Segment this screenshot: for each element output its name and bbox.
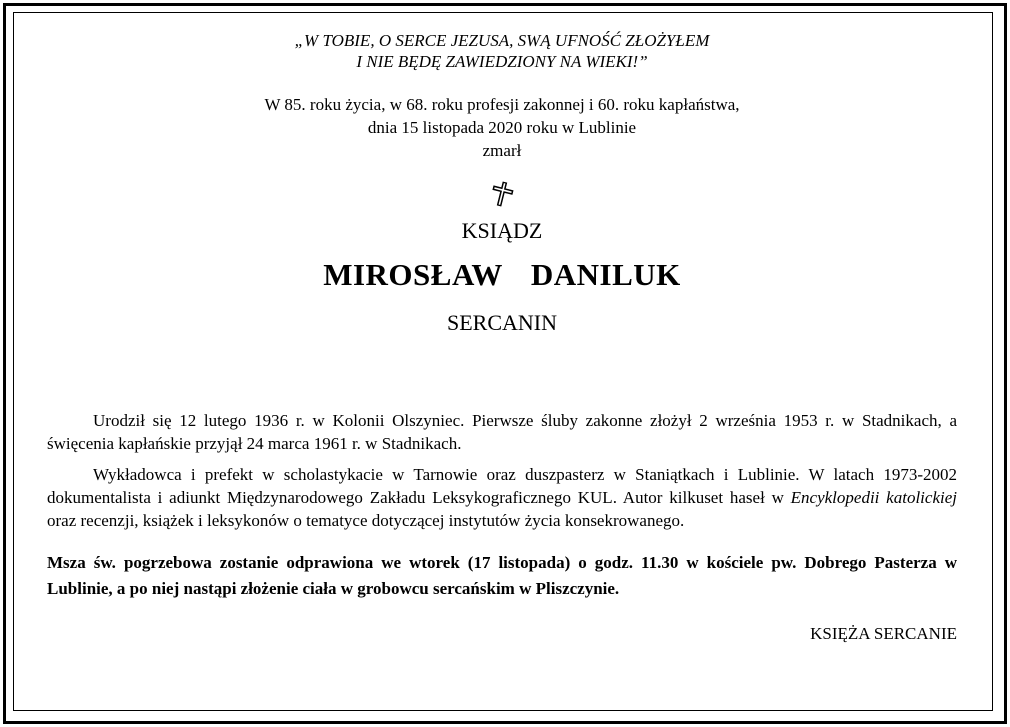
death-info-line-2: dnia 15 listopada 2020 roku w Lublinie (367, 118, 637, 137)
death-info-line-1: W 85. roku życia, w 68. roku profesji zakonnej i 60. roku kapłaństwa, (264, 95, 740, 114)
motto (47, 30, 957, 72)
motto-line-1: „W TOBIE, O SERCE JEZUSA, SWĄ UFNOŚĆ ZŁOŻYŁEM (294, 31, 710, 50)
biography-paragraph-1: Urodził się 12 lutego 1936 r. w Kolonii Olszyniec. Pierwsze śluby zakonne złożył 2 września 1953 r. w Stadnikach, a święcenia kapłańskie przyjął 24 marca 1961 r. w Stadnikach. (47, 411, 957, 453)
deceased-name: MIROSŁAW DANILUK (323, 257, 681, 292)
deceased-title: KSIĄDZ (461, 218, 543, 243)
cross-icon (47, 181, 957, 211)
death-info (47, 93, 957, 162)
encyclopedia-title: Encyklopedii katolickiej (790, 488, 957, 507)
deceased-order: SERCANIN (446, 310, 557, 335)
death-info-line-3: zmarł (482, 141, 522, 160)
signature: KSIĘŻA SERCANIE (810, 624, 957, 643)
biography-paragraph-2-text-1: Wykładowca i prefekt w scholastykacie w Tarnowie oraz duszpasterz w Staniątkach i Lublinie. W latach 1973-2002 dokumentalista i adiunkt Międzynarodowego Zakładu Leksykograficznego KUL. Autor kilkuset haseł w (47, 465, 957, 507)
biography-paragraph-2 (47, 463, 957, 532)
biography-paragraph-2-text-2: oraz recenzji, książek i leksykonów o tematyce dotyczącej instytutów życia konsekrowanego. (47, 511, 685, 530)
obituary-notice (47, 30, 957, 645)
motto-line-2: I NIE BĘDĘ ZAWIEDZIONY NA WIEKI!” (356, 52, 648, 71)
funeral-notice: Msza św. pogrzebowa zostanie odprawiona we wtorek (17 listopada) o godz. 11.30 w kościele pw. Dobrego Pasterza w Lublinie, a po niej nastąpi złożenie ciała w grobowcu sercańskim w Pliszczynie. (47, 553, 957, 598)
